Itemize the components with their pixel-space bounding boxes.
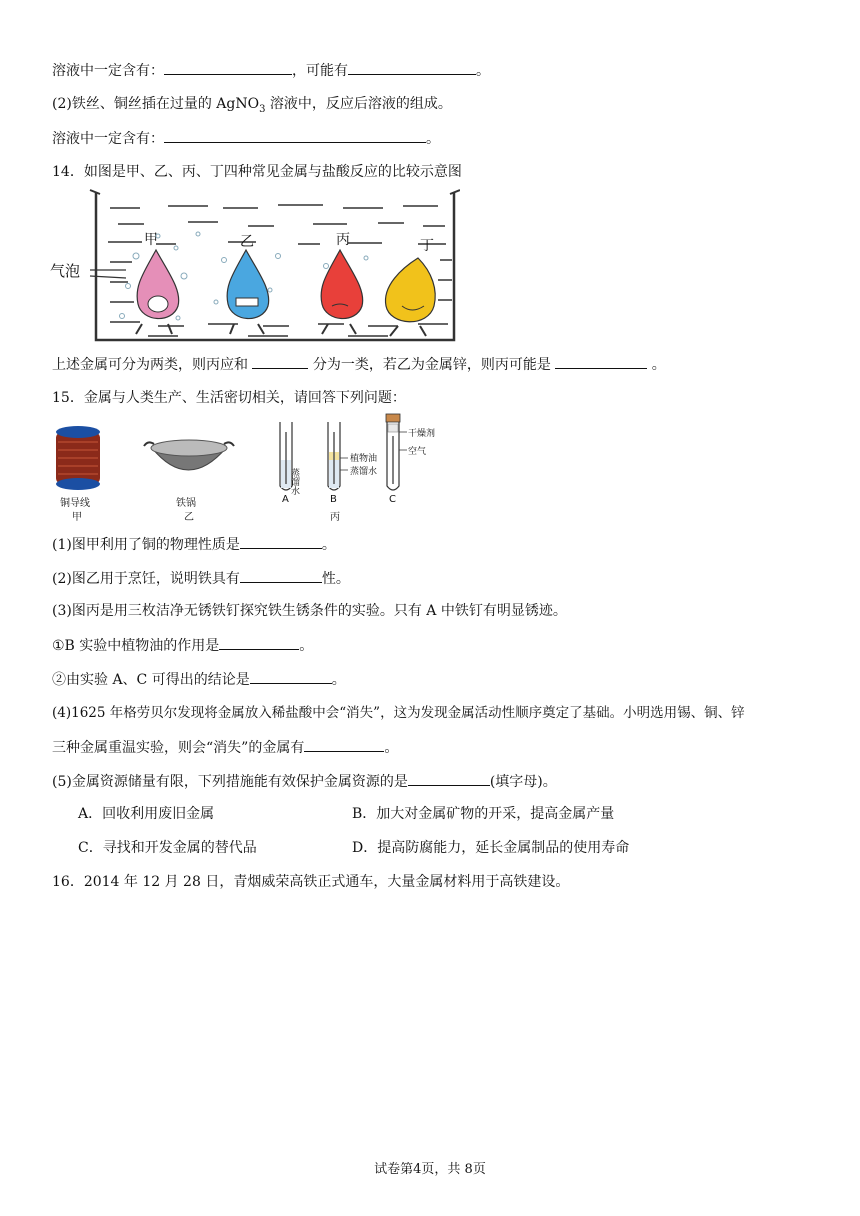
answer-blank[interactable] (252, 354, 308, 369)
tube-a-water-label: 蒸馏水 (289, 468, 299, 495)
answer-blank[interactable] (250, 669, 332, 684)
question-15: 15．金属与人类生产、生活密切相关，请回答下列问题： (52, 390, 406, 406)
answer-blank[interactable] (219, 635, 299, 650)
iron-wok-sub: 乙 (184, 512, 194, 523)
question-15-3-2: ②由实验 A、C 可得出的结论是 。 (52, 669, 346, 690)
line-solution-contains-1: 溶液中一定含有： ，可能有 。 (52, 60, 490, 81)
metal-yi-label: 乙 (240, 234, 254, 250)
metal-jia-label: 甲 (144, 232, 158, 248)
option-d[interactable]: D．提高防腐能力，延长金属制品的使用寿命 (352, 840, 630, 856)
tube-b-water-label: 蒸馏水 (350, 467, 378, 477)
question-15-3-1: ①B 实验中植物油的作用是 。 (52, 635, 313, 656)
figure-14-metals-acid (48, 186, 460, 346)
bubble-label: 气泡 (50, 262, 81, 280)
answer-blank[interactable] (555, 354, 647, 369)
tube-c-air-label: 空气 (408, 447, 427, 457)
copper-wire-label: 铜导线 (60, 498, 90, 509)
tube-c-desiccant-label: 干燥剂 (408, 429, 436, 439)
tube-c-letter: C (389, 494, 396, 505)
test-tube-b (328, 422, 348, 490)
option-b[interactable]: B．加大对金属矿物的开采，提高金属产量 (352, 806, 615, 822)
option-a[interactable]: A．回收利用废旧金属 (78, 806, 215, 822)
question-16: 16．2014 年 12 月 28 日，青烟威荣高铁正式通车，大量金属材料用于高铁建设。 (52, 874, 570, 890)
copper-wire-sub: 甲 (72, 512, 82, 523)
answer-blank[interactable] (240, 534, 322, 549)
metal-yi (227, 250, 269, 334)
answer-blank[interactable] (304, 737, 384, 752)
copper-wire-spool (56, 426, 100, 490)
question-15-1: (1)图甲利用了铜的物理性质是 。 (52, 534, 336, 555)
answer-blank[interactable] (164, 60, 292, 75)
metal-bing-label: 丙 (336, 232, 350, 248)
option-c[interactable]: C．寻找和开发金属的替代品 (78, 840, 257, 856)
tube-b-oil-label: 植物油 (350, 454, 378, 464)
metal-ding-label: 丁 (420, 238, 434, 254)
line-solution-contains-2: 溶液中一定含有： 。 (52, 128, 440, 149)
question-15-5: (5)金属资源储量有限，下列措施能有效保护金属资源的是 (填字母)。 (52, 771, 557, 792)
page-footer: 试卷第4页，共 8页 (374, 1162, 486, 1177)
metal-bing (321, 250, 363, 334)
iron-wok (144, 440, 234, 470)
answer-blank[interactable] (408, 771, 490, 786)
question-15-2: (2)图乙用于烹饪，说明铁具有 性。 (52, 568, 350, 589)
answer-blank[interactable] (240, 568, 322, 583)
question-15-4-cont: 三种金属重温实验，则会“消失”的金属有 。 (52, 737, 398, 758)
answer-blank[interactable] (348, 60, 476, 75)
question-15-3: (3)图丙是用三枚洁净无锈铁钉探究铁生锈条件的实验。只有 A 中铁钉有明显锈迹。 (52, 603, 567, 619)
tubes-sub: 丙 (330, 512, 340, 523)
test-tube-c (386, 414, 407, 490)
tube-b-letter: B (330, 494, 337, 505)
question-14-answer: 上述金属可分为两类，则丙应和 分为一类，若乙为金属锌，则丙可能是 。 (52, 354, 666, 375)
tube-a-letter: A (282, 494, 289, 505)
answer-blank[interactable] (164, 128, 426, 143)
question-14: 14．如图是甲、乙、丙、丁四种常见金属与盐酸反应的比较示意图 (52, 164, 462, 180)
line-question-2: (2)铁丝、铜丝插在过量的 AgNO$_3$ 溶液中，反应后溶液的组成。 (52, 96, 452, 115)
figure-15 (48, 412, 448, 526)
iron-wok-label: 铁锅 (176, 498, 196, 509)
question-15-4: (4)1625 年格劳贝尔发现将金属放入稀盐酸中会“消失”，这为发现金属活动性顺序奠定了基础。小明选用锡、铜、锌 (52, 705, 745, 721)
metal-jia (136, 250, 179, 334)
